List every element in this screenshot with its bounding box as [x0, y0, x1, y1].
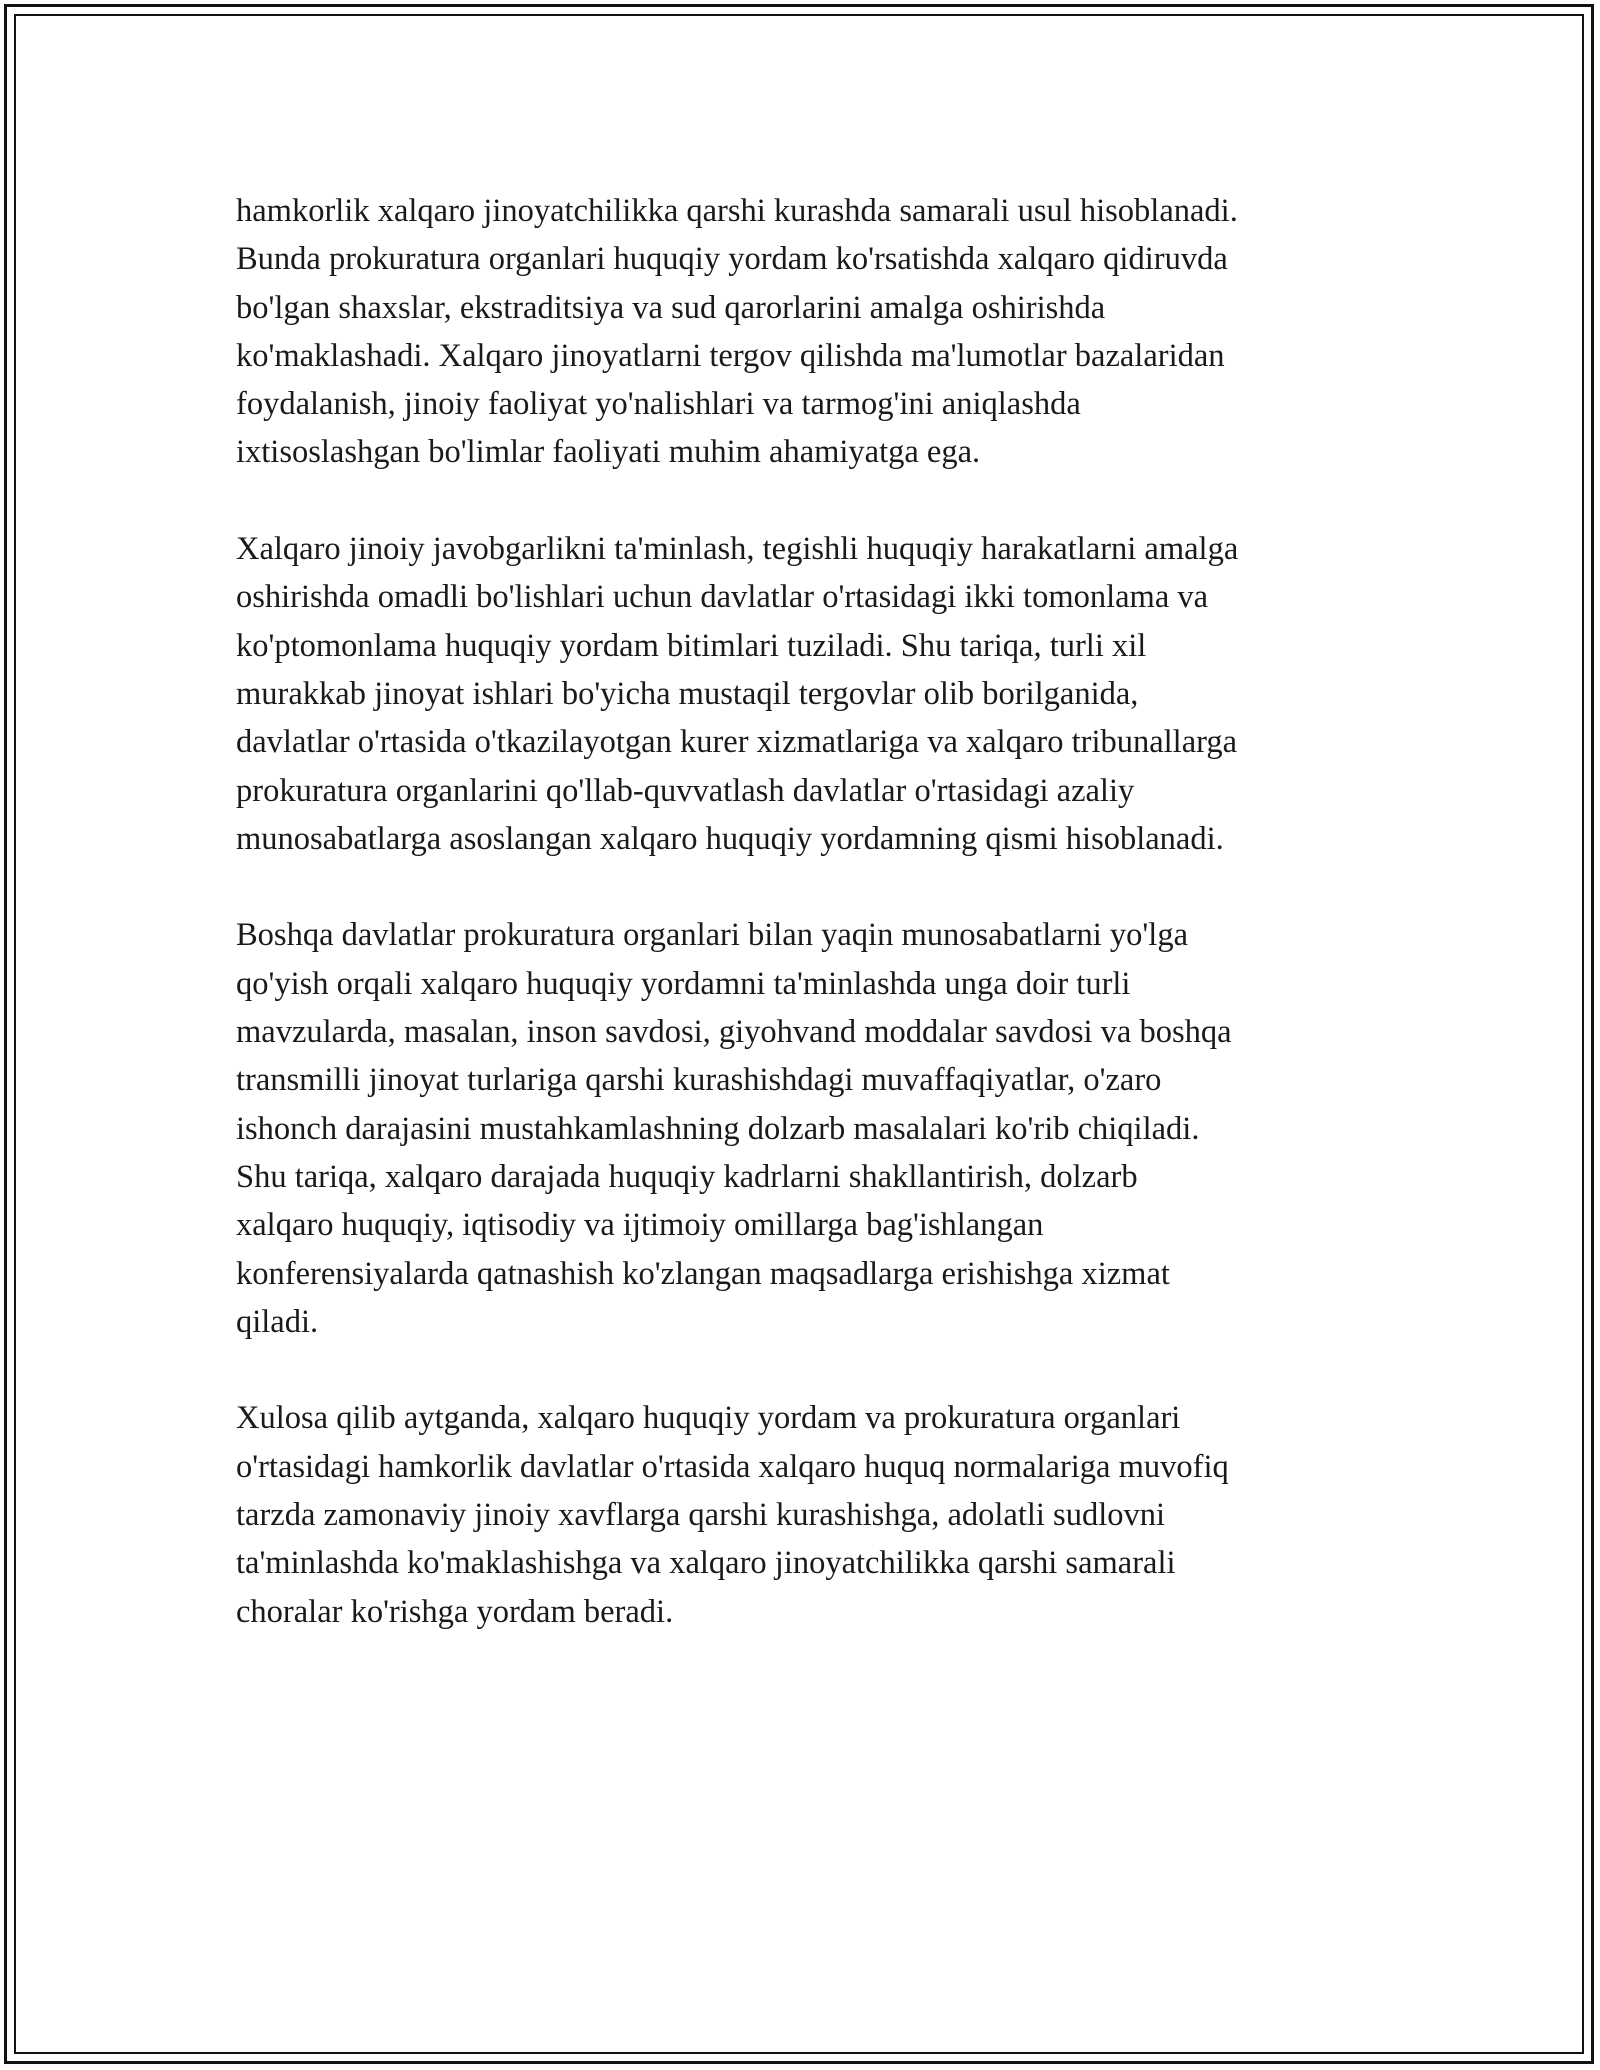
text-line: xalqaro huquqiy, iqtisodiy va ijtimoiy omillarga bag'ishlangan	[236, 1207, 1044, 1244]
text-line: munosabatlarga asoslangan xalqaro huquqiy yordamning qismi hisoblanadi.	[236, 820, 1224, 857]
paragraph-1	[236, 187, 1386, 477]
text-line: tarzda zamonaviy jinoiy xavflarga qarshi kurashishga, adolatli sudlovni	[236, 1497, 1166, 1534]
text-line: konferensiyalarda qatnashish ko'zlangan maqsadlarga erishishga xizmat	[236, 1255, 1170, 1292]
text-line: o'rtasidagi hamkorlik davlatlar o'rtasida xalqaro huquq normalariga muvofiq	[236, 1448, 1229, 1485]
paragraph-4	[236, 1394, 1386, 1635]
text-line: ta'minlashda ko'maklashishga va xalqaro jinoyatchilikka qarshi samarali	[236, 1545, 1176, 1582]
text-line: Xulosa qilib aytganda, xalqaro huquqiy yordam va prokuratura organlari	[236, 1400, 1181, 1437]
text-line: bo'lgan shaxslar, ekstraditsiya va sud qarorlarini amalga oshirishda	[236, 289, 1106, 326]
paragraph-3	[236, 911, 1386, 1346]
text-line: prokuratura organlarini qo'llab-quvvatlash davlatlar o'rtasidagi azaliy	[236, 772, 1135, 809]
text-line: davlatlar o'rtasida o'tkazilayotgan kurer xizmatlariga va xalqaro tribunallarga	[236, 724, 1238, 761]
text-line: Boshqa davlatlar prokuratura organlari bilan yaqin munosabatlarni yo'lga	[236, 917, 1188, 954]
text-line: foydalanish, jinoiy faoliyat yo'nalishlari va tarmog'ini aniqlashda	[236, 386, 1081, 423]
text-line: murakkab jinoyat ishlari bo'yicha mustaqil tergovlar olib borilganida,	[236, 675, 1139, 712]
text-line: ishonch darajasini mustahkamlashning dolzarb masalalari ko'rib chiqiladi.	[236, 1110, 1200, 1147]
text-line: choralar ko'rishga yordam beradi.	[236, 1593, 674, 1630]
text-line: Bunda prokuratura organlari huquqiy yordam ko'rsatishda xalqaro qidiruvda	[236, 241, 1228, 278]
document-body	[236, 187, 1386, 1684]
text-line: qiladi.	[236, 1303, 319, 1340]
text-line: ko'ptomonlama huquqiy yordam bitimlari tuziladi. Shu tariqa, turli xil	[236, 627, 1147, 664]
text-line: ko'maklashadi. Xalqaro jinoyatlarni tergov qilishda ma'lumotlar bazalaridan	[236, 337, 1225, 374]
text-line: ixtisoslashgan bo'limlar faoliyati muhim ahamiyatga ega.	[236, 434, 981, 471]
text-line: mavzularda, masalan, inson savdosi, giyohvand moddalar savdosi va boshqa	[236, 1014, 1232, 1051]
text-line: oshirishda omadli bo'lishlari uchun davlatlar o'rtasidagi ikki tomonlama va	[236, 579, 1209, 616]
text-line: transmilli jinoyat turlariga qarshi kurashishdagi muvaffaqiyatlar, o'zaro	[236, 1062, 1162, 1099]
paragraph-2	[236, 525, 1386, 863]
text-line: Shu tariqa, xalqaro darajada huquqiy kadrlarni shakllantirish, dolzarb	[236, 1158, 1138, 1195]
text-line: hamkorlik xalqaro jinoyatchilikka qarshi kurashda samarali usul hisoblanadi.	[236, 193, 1238, 229]
text-line: qo'yish orqali xalqaro huquqiy yordamni ta'minlashda unga doir turli	[236, 965, 1131, 1002]
text-line: Xalqaro jinoiy javobgarlikni ta'minlash, tegishli huquqiy harakatlarni amalga	[236, 531, 1239, 568]
